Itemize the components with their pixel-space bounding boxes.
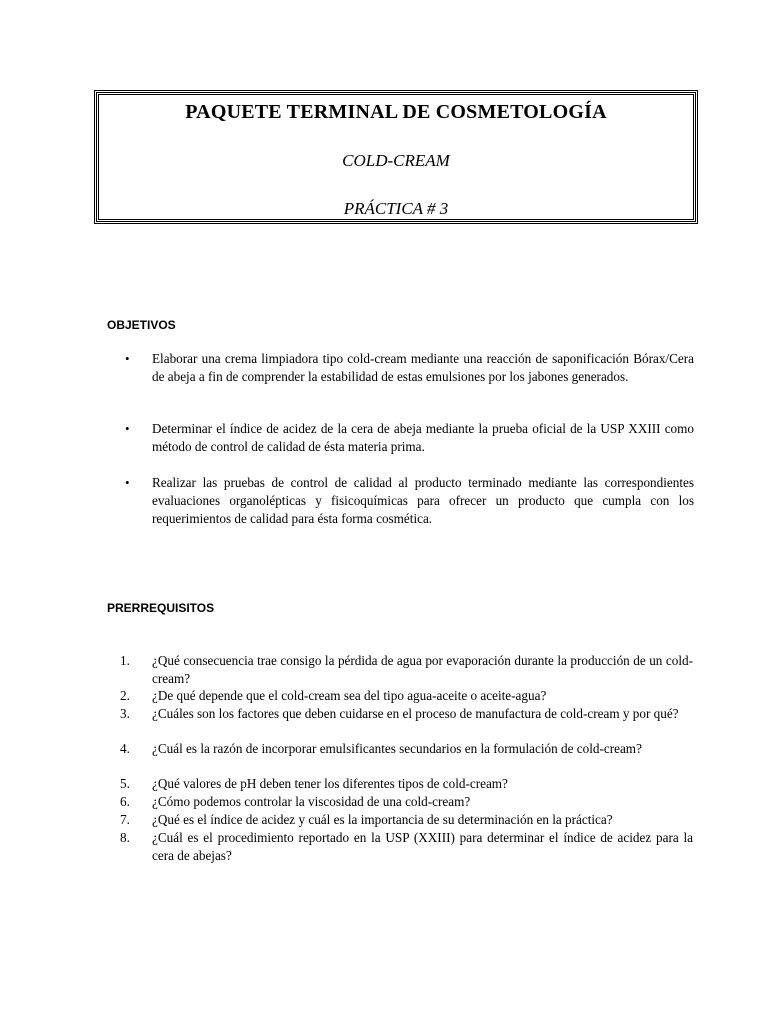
item-number: 5. (120, 776, 130, 791)
question-text: ¿Qué es el índice de acidez y cuál es la importancia de su determinación en la práctica? (152, 812, 613, 827)
item-number: 1. (120, 653, 130, 668)
question-text: ¿De qué depende que el cold-cream sea del tipo agua-aceite o aceite-agua? (152, 688, 547, 703)
question-text: ¿Qué consecuencia trae consigo la pérdida de agua por evaporación durante la producción de un cold-cream? (152, 653, 693, 686)
objetivos-heading: OBJETIVOS (107, 318, 176, 332)
item-number: 3. (120, 706, 130, 721)
prerrequisitos-heading: PRERREQUISITOS (107, 601, 215, 615)
practice-number: PRÁCTICA # 3 (343, 199, 449, 218)
document-subtitle: COLD-CREAM (342, 151, 450, 170)
item-number: 4. (120, 741, 130, 756)
question-text: ¿Qué valores de pH deben tener los diferentes tipos de cold-cream? (152, 776, 508, 791)
bullet-icon: • (125, 351, 130, 366)
question-text: ¿Cómo podemos controlar la viscosidad de una cold-cream? (152, 794, 471, 809)
document-title: PAQUETE TERMINAL DE COSMETOLOGÍA (185, 101, 607, 123)
question-text: ¿Cuál es el procedimiento reportado en la USP (XXIII) para determinar el índice de acidez para la cera de abejas? (152, 830, 693, 863)
objetivo-text: Elaborar una crema limpiadora tipo cold-cream mediante una reacción de saponificación Bórax/Cera de abeja a fin de comprender la estabilidad de estas emulsiones por los jabones generados. (152, 351, 694, 384)
question-text: ¿Cuál es la razón de incorporar emulsificantes secundarios en la formulación de cold-cream? (152, 741, 642, 756)
bullet-icon: • (125, 475, 130, 490)
item-number: 6. (120, 794, 130, 809)
title-box (96, 92, 696, 222)
item-number: 7. (120, 812, 130, 827)
question-text: ¿Cuáles son los factores que deben cuidarse en el proceso de manufactura de cold-cream y por qué? (152, 706, 679, 721)
item-number: 8. (120, 830, 130, 845)
item-number: 2. (120, 688, 130, 703)
objetivo-text: Determinar el índice de acidez de la cera de abeja mediante la prueba oficial de la USP XXIII como método de control de calidad de ésta materia prima. (152, 421, 694, 454)
objetivo-text: Realizar las pruebas de control de calidad al producto terminado mediante las correspondientes evaluaciones organolépticas y fisicoquímicas para ofrecer un producto que cumpla con los requerimientos de calidad para ésta forma cosmética. (152, 475, 694, 526)
bullet-icon: • (125, 421, 130, 436)
